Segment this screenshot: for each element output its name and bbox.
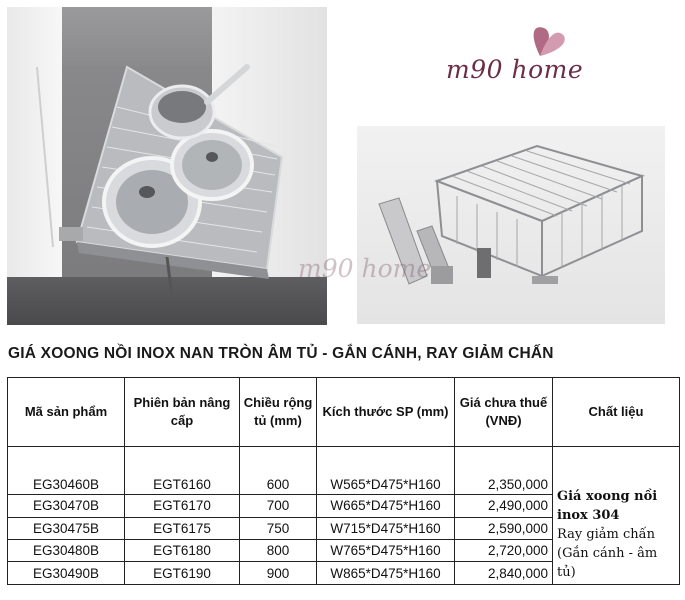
- header-upgrade-version: Phiên bản nâng cấp: [125, 378, 240, 447]
- cell-upgrade: EGT6175: [125, 517, 240, 539]
- header-product-size: Kích thước SP (mm): [317, 378, 455, 447]
- brand-watermark: m90 home: [298, 254, 432, 283]
- material-line-4: (Gắn cánh - âm tủ): [557, 546, 658, 580]
- cell-upgrade: EGT6180: [125, 540, 240, 562]
- brand-logo-text: m90 home: [446, 55, 584, 84]
- cell-size: W865*D475*H160: [317, 562, 455, 585]
- cell-material: [553, 447, 680, 585]
- material-bold-line-2: inox 304: [557, 508, 620, 523]
- cell-size: W715*D475*H160: [317, 517, 455, 539]
- cell-upgrade: EGT6160: [125, 447, 240, 495]
- cell-width: 900: [240, 562, 317, 585]
- cell-code: EG30480B: [8, 540, 125, 562]
- cell-code: EG30470B: [8, 495, 125, 517]
- cell-price: 2,350,000: [455, 447, 553, 495]
- spec-table: [7, 377, 680, 585]
- table-header-row: [8, 378, 680, 447]
- table-row: [8, 447, 680, 495]
- page-title: GIÁ XOONG NỒI INOX NAN TRÒN ÂM TỦ - GẮN CÁNH, RAY GIẢM CHẤN: [8, 345, 554, 362]
- cell-width: 700: [240, 495, 317, 517]
- product-photo-main: [7, 7, 327, 325]
- cell-upgrade: EGT6190: [125, 562, 240, 585]
- header-price: Giá chưa thuế (VNĐ): [455, 378, 553, 447]
- cell-size: W565*D475*H160: [317, 447, 455, 495]
- material-bold-line-1: Giá xoong nồi: [557, 489, 658, 504]
- cell-price: 2,840,000: [455, 562, 553, 585]
- cell-width: 600: [240, 447, 317, 495]
- cell-code: EG30490B: [8, 562, 125, 585]
- header-material: Chất liệu: [553, 378, 680, 447]
- cell-price: 2,720,000: [455, 540, 553, 562]
- product-photo-detail: [357, 126, 665, 324]
- cell-price: 2,490,000: [455, 495, 553, 517]
- cell-price: 2,590,000: [455, 517, 553, 539]
- cell-width: 800: [240, 540, 317, 562]
- material-line-3: Ray giảm chấn: [557, 527, 655, 542]
- cell-width: 750: [240, 517, 317, 539]
- header-product-code: Mã sản phẩm: [8, 378, 125, 447]
- cell-size: W765*D475*H160: [317, 540, 455, 562]
- header-cabinet-width: Chiều rộng tủ (mm): [240, 378, 317, 447]
- cell-code: EG30475B: [8, 517, 125, 539]
- cell-code: EG30460B: [8, 447, 125, 495]
- cell-upgrade: EGT6170: [125, 495, 240, 517]
- cell-size: W665*D475*H160: [317, 495, 455, 517]
